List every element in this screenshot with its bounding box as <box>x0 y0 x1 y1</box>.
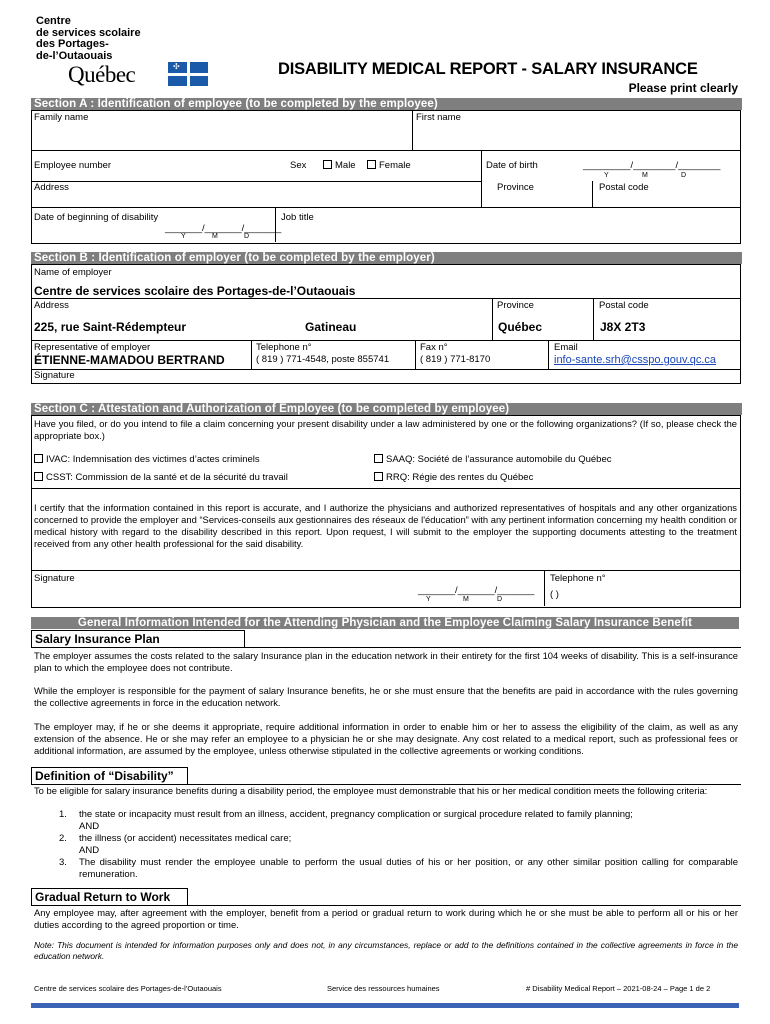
definition-intro: To be eligible for salary insurance benefits during a disability period, the employee must demonstrable that his or her medical condition meets the following criteria: <box>34 785 708 796</box>
address-label: Address <box>34 182 69 193</box>
male-checkbox[interactable] <box>323 160 332 169</box>
criteria-item-2: the illness (or accident) necessitates medical care; <box>79 833 292 844</box>
rrq-checkbox[interactable] <box>374 472 383 481</box>
employer-province-value: Québec <box>498 320 543 334</box>
gradual-return-text: Any employee may, after agreement with the employer, benefit from a period or gradual return to work during which he or she must be able to perform all or his or her duties according to the agreed proportion or time. <box>34 907 738 930</box>
family-name-field[interactable] <box>32 123 410 149</box>
date-begin-m: M <box>212 233 218 240</box>
job-title-label: Job title <box>281 212 314 223</box>
org-line-1: Centre <box>36 15 71 27</box>
footer-document-info: # Disability Medical Report – 2021-08-24 – Page 1 de 2 <box>526 984 711 993</box>
representative-value: ÉTIENNE-MAMADOU BERTRAND <box>34 353 225 367</box>
fax-value: ( 819 ) 771-8170 <box>420 354 491 365</box>
quebec-flag-icon <box>168 62 208 86</box>
page-subtitle: Please print clearly <box>628 81 738 95</box>
claim-question: Have you filed, or do you intend to file a claim concerning your present disability under a law administered by one or the following organizations? (If so, please check the appropriate box.) <box>34 418 737 441</box>
section-b-heading: Section B : Identification of employer (to be completed by the employer) <box>31 252 742 264</box>
gradual-return-heading: Gradual Return to Work <box>31 888 188 906</box>
female-option[interactable]: Female <box>367 160 411 171</box>
telephone-value: ( 819 ) 771-4548, poste 855741 <box>256 354 390 365</box>
salary-paragraph-2: While the employer is responsible for the payment of salary Insurance benefits, he or she must ensure that the benefits are paid in accordance with the rules governing the collective agreements in force in the education network. <box>34 685 738 708</box>
dob-y-label: Y <box>604 172 609 179</box>
employer-name-label: Name of employer <box>34 267 112 278</box>
note-text: Note: This document is intended for information purposes only and does not, in any circumstances, replace or add to the definitions contained in the collective agreements in force in the education network. <box>34 940 738 961</box>
date-of-birth-blank[interactable]: _________/________/________ <box>583 160 721 171</box>
employer-name-value: Centre de services scolaire des Portages-de-l’Outaouais <box>34 284 356 298</box>
criteria-number-3: 3. <box>59 857 67 868</box>
fax-label: Fax n° <box>420 342 448 353</box>
criteria-and-1: AND <box>79 821 100 832</box>
date-begin-y: Y <box>181 233 186 240</box>
footer-department: Service des ressources humaines <box>327 984 440 993</box>
general-info-heading: General Information Intended for the Attending Physician and the Employee Claiming Salary Insurance Benefit <box>31 617 739 629</box>
employer-postal-label: Postal code <box>599 300 649 311</box>
section-a-heading: Section A : Identification of employee (to be completed by the employee) <box>31 98 742 110</box>
footer-bar <box>31 1003 739 1008</box>
criteria-item-1: the state or incapacity must result from an illness, accident, pregnancy complication or surgical procedure related to family planning; <box>79 809 633 820</box>
quebec-wordmark: Québec <box>68 62 136 87</box>
postal-code-label: Postal code <box>599 182 649 193</box>
representative-label: Representative of employer <box>34 342 151 353</box>
dob-m-label: M <box>642 172 648 179</box>
criteria-and-2: AND <box>79 845 100 856</box>
organization-name <box>36 16 141 62</box>
employee-telephone-label: Telephone n° <box>550 573 606 584</box>
section-c-heading: Section C : Attestation and Authorization of Employee (to be completed by employee) <box>31 403 742 415</box>
sig-date-d: D <box>497 596 503 603</box>
signature-date-blank[interactable]: _______/_______/_______ <box>418 585 535 596</box>
salary-paragraph-3: The employer may, if he or she deems it appropriate, require additional information in order to enable him or her to assess the eligibility of the claim, as well as any extension of the absence. He or she may refer an employee to a physician he or she may designate. Any cost related to a medical report, such as professional fees or additional information, are assumed by the employee, unless otherwise stipulated in the collective agreements or working conditions. <box>34 721 738 756</box>
email-label: Email <box>554 342 578 353</box>
criteria-number-1: 1. <box>59 809 67 820</box>
male-option[interactable]: Male <box>323 160 356 171</box>
employee-signature-label: Signature <box>34 573 75 584</box>
org-line-3: des Portages- <box>36 38 109 50</box>
rrq-option[interactable]: RRQ: Régie des rentes du Québec <box>374 472 533 483</box>
date-begin-d: D <box>244 233 250 240</box>
csst-option[interactable]: CSST: Commission de la santé et de la sécurité du travail <box>34 472 288 483</box>
salary-insurance-heading: Salary Insurance Plan <box>31 630 245 648</box>
quebec-logo <box>68 62 135 88</box>
email-link[interactable]: info-sante.srh@csspo.gouv.qc.ca <box>554 354 716 366</box>
first-name-label: First name <box>416 112 461 123</box>
employer-city-value: Gatineau <box>305 320 357 334</box>
sig-date-y: Y <box>426 596 431 603</box>
date-begin-blank[interactable]: _______/_______/_______ <box>165 223 282 234</box>
sig-date-m: M <box>463 596 469 603</box>
employer-signature-label: Signature <box>34 370 75 381</box>
employee-telephone-blank[interactable]: ( ) <box>550 589 559 600</box>
footer-organization: Centre de services scolaire des Portages-de-l’Outaouais <box>34 984 222 993</box>
date-begin-disability-label: Date of beginning of disability <box>34 212 159 223</box>
criteria-number-2: 2. <box>59 833 67 844</box>
family-name-label: Family name <box>34 112 89 123</box>
employer-province-label: Province <box>497 300 534 311</box>
salary-paragraph-1: The employer assumes the costs related to the salary Insurance plan in the education network in their entirety for the first 104 weeks of disability. This is a self-insurance plan to which the employee does not contribute. <box>34 650 738 673</box>
province-label: Province <box>497 182 534 193</box>
definition-heading: Definition of “Disability” <box>31 767 188 785</box>
saaq-option[interactable]: SAAQ: Société de l’assurance automobile du Québec <box>374 454 612 465</box>
ivac-option[interactable]: IVAC: Indemnisation des victimes d’actes criminels <box>34 454 260 465</box>
employer-address-value: 225, rue Saint-Rédempteur <box>34 320 187 334</box>
telephone-label: Telephone n° <box>256 342 312 353</box>
csst-checkbox[interactable] <box>34 472 43 481</box>
employee-number-label: Employee number <box>34 160 112 171</box>
dob-d-label: D <box>681 172 687 179</box>
certification-text: I certify that the information contained in this report is accurate, and I authorize the physicians and authorized representatives of hospitals and any other organizations concerned to provide the employer and “Services-conseils aux gestionnaires des réseaux de l'éducation” with any pertinent information concerning my health condition or medical history with regard to the disability described in this report. Upon request, I will submit to the employer the supporting documents attesting to the treatment received from any other health professional for the said disability. <box>34 502 737 549</box>
first-name-field[interactable] <box>414 123 738 149</box>
org-line-4: de-l’Outaouais <box>36 49 113 62</box>
page-title: DISABILITY MEDICAL REPORT - SALARY INSURANCE <box>278 60 698 78</box>
date-of-birth-label: Date of birth <box>486 160 538 171</box>
criteria-item-3: The disability must render the employee unable to perform the usual duties of his or her position, or any other similar position calling for comparable remuneration. <box>79 857 738 880</box>
sex-label: Sex <box>290 160 307 171</box>
saaq-checkbox[interactable] <box>374 454 383 463</box>
employer-postal-value: J8X 2T3 <box>600 320 646 334</box>
org-line-2: de services scolaire <box>36 26 141 39</box>
employer-address-label: Address <box>34 300 69 311</box>
female-checkbox[interactable] <box>367 160 376 169</box>
ivac-checkbox[interactable] <box>34 454 43 463</box>
